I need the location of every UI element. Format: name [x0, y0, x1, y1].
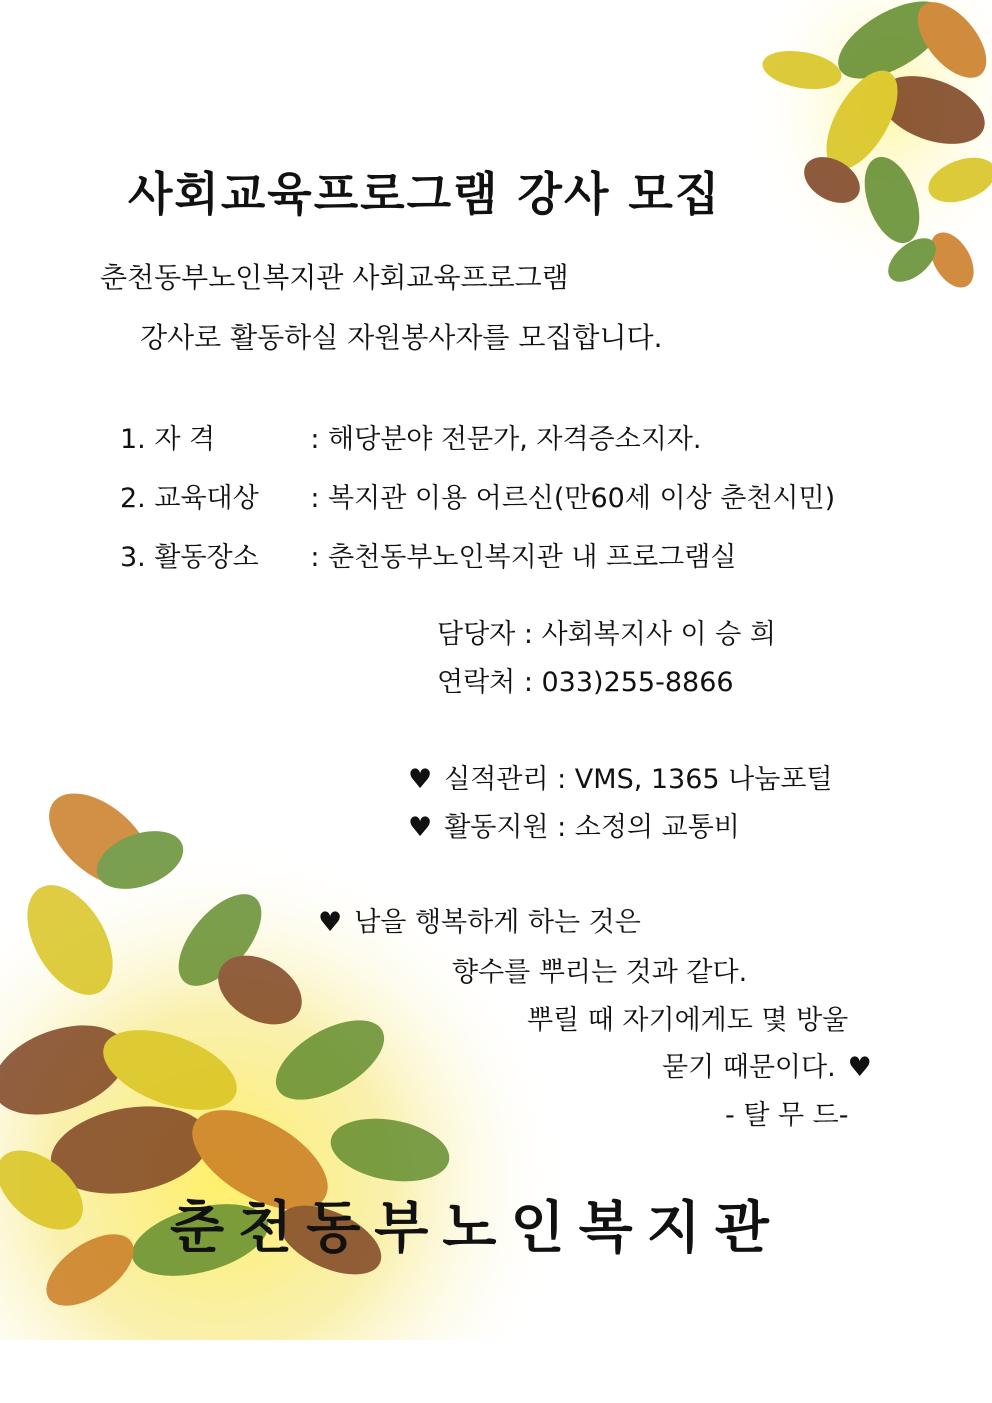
- requirement-label: 활동장소: [154, 542, 259, 573]
- intro-line-2: 강사로 활동하실 자원봉사자를 모집합니다.: [140, 321, 663, 354]
- heart-icon: ♥: [408, 764, 433, 795]
- requirement-number: 1.: [120, 424, 146, 455]
- requirement-location: [120, 535, 736, 574]
- requirement-value: : 해당분야 전문가, 자격증소지자.: [310, 424, 702, 455]
- quote-line-4: [662, 1045, 872, 1084]
- contact-phone: 연락처 : 033)255-8866: [437, 667, 734, 698]
- requirement-number: 3.: [120, 542, 146, 573]
- requirement-label: 교육대상: [154, 483, 259, 514]
- quote-author: - 탈 무 드-: [725, 1100, 849, 1131]
- quote-line-3: 뿌릴 때 자기에게도 몇 방울: [527, 1005, 849, 1036]
- requirement-qualification: [120, 417, 701, 456]
- quote-text: 남을 행복하게 하는 것은: [354, 907, 641, 938]
- requirement-number: 2.: [120, 483, 146, 514]
- contact-manager: 담당자 : 사회복지사 이 승 희: [437, 619, 776, 650]
- requirement-label: 자 격: [154, 424, 216, 455]
- quote-text: 묻기 때문이다.: [662, 1052, 836, 1083]
- heart-icon: ♥: [847, 1052, 872, 1083]
- quote-line-1: [318, 900, 641, 939]
- bullet-text: 활동지원 : 소정의 교통비: [444, 812, 740, 843]
- bullet-support: [408, 805, 740, 844]
- heart-icon: ♥: [408, 812, 433, 843]
- requirement-value: : 춘천동부노인복지관 내 프로그램실: [310, 542, 737, 573]
- intro-line-1: 춘천동부노인복지관 사회교육프로그램: [100, 261, 569, 294]
- requirement-value: : 복지관 이용 어르신(만60세 이상 춘천시민): [310, 483, 836, 514]
- autumn-leaves-decoration-top: [742, 0, 992, 310]
- page-title: 사회교육프로그램 강사 모집: [128, 167, 722, 221]
- bullet-performance: [408, 757, 833, 796]
- bullet-text: 실적관리 : VMS, 1365 나눔포털: [444, 764, 833, 795]
- requirement-target: [120, 476, 835, 515]
- quote-line-2: 향수를 뿌리는 것과 같다.: [452, 957, 748, 988]
- heart-icon: ♥: [318, 907, 343, 938]
- organization-name: 춘천동부노인복지관: [170, 1196, 783, 1261]
